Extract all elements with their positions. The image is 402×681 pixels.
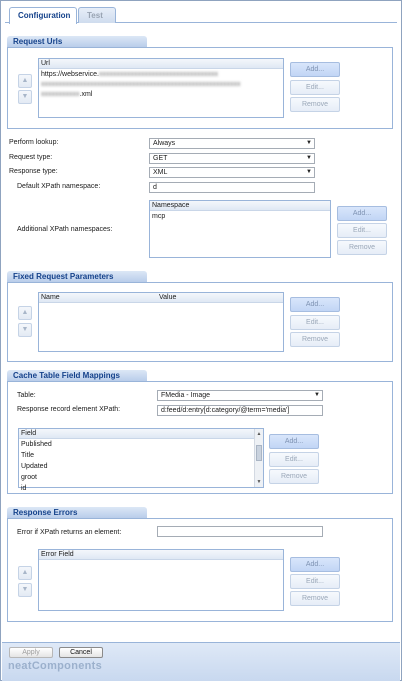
namespace-column-header: Namespace (150, 201, 330, 211)
table-select[interactable] (157, 390, 323, 401)
edit-url-button[interactable]: Edit... (290, 80, 340, 95)
remove-namespace-button[interactable]: Remove (337, 240, 387, 255)
error-xpath-label: Error if XPath returns an element: (17, 529, 122, 536)
additional-ns-label: Additional XPath namespaces: (17, 226, 113, 233)
params-column-header (39, 293, 283, 303)
scroll-thumb[interactable] (256, 445, 262, 461)
remove-error-field-button[interactable]: Remove (290, 591, 340, 606)
field-row[interactable]: Title (21, 452, 34, 459)
move-down-button[interactable]: ▼ (18, 583, 32, 597)
url-column-header: Url (39, 59, 283, 69)
error-field-list[interactable] (38, 549, 284, 611)
url-row[interactable] (41, 90, 92, 100)
table-label: Table: (17, 392, 36, 399)
fixed-params-header: Fixed Request Parameters (7, 271, 147, 282)
edit-namespace-button[interactable]: Edit... (337, 223, 387, 238)
redacted-text: xxxxxxxxxxxxxxxxxxxxxxxxxxxxxxxxxx (98, 71, 218, 78)
url-row[interactable] (41, 80, 241, 90)
response-type-value: XML (153, 169, 168, 176)
params-list[interactable] (38, 292, 284, 352)
namespace-row[interactable]: mcp (152, 213, 166, 220)
redacted-text: xxxxxxxxxxx (41, 91, 80, 98)
request-type-label: Request type: (9, 154, 53, 161)
name-column-header: Name (41, 294, 60, 301)
move-up-button[interactable]: ▲ (18, 74, 32, 88)
tab-test[interactable]: Test (78, 7, 116, 23)
table-value: FMedia - Image (161, 392, 211, 399)
field-list[interactable] (18, 428, 264, 492)
field-row[interactable]: Updated (21, 463, 48, 470)
field-list-scrollbar[interactable] (254, 429, 263, 487)
remove-url-button[interactable]: Remove (290, 97, 340, 112)
cache-mappings-header: Cache Table Field Mappings (7, 370, 147, 381)
tab-configuration[interactable]: Configuration (9, 7, 77, 24)
namespace-list[interactable] (149, 200, 331, 258)
error-field-column-header: Error Field (39, 550, 283, 560)
record-xpath-input[interactable]: d:feed/d:entry[d:category/@term='media'] (157, 405, 323, 416)
field-column-header: Field (19, 429, 254, 439)
field-row[interactable]: groot (21, 474, 37, 481)
field-row[interactable]: id (21, 485, 27, 492)
remove-field-button[interactable]: Remove (269, 469, 319, 484)
add-error-field-button[interactable]: Add... (290, 557, 340, 572)
record-xpath-label: Response record element XPath: (17, 406, 121, 413)
remove-param-button[interactable]: Remove (290, 332, 340, 347)
chevron-down-icon: ▼ (306, 169, 312, 175)
url-row[interactable] (41, 70, 218, 80)
move-down-button[interactable]: ▼ (18, 323, 32, 337)
request-type-value: GET (153, 155, 168, 162)
chevron-down-icon: ▼ (306, 140, 312, 146)
chevron-down-icon: ▼ (306, 155, 312, 161)
request-type-select[interactable] (149, 153, 315, 164)
footer-bar (2, 642, 400, 681)
perform-lookup-label: Perform lookup: (9, 139, 59, 146)
move-up-button[interactable]: ▲ (18, 566, 32, 580)
apply-button[interactable]: Apply (9, 647, 53, 658)
perform-lookup-value: Always (153, 140, 176, 147)
chevron-down-icon: ▼ (314, 392, 320, 398)
brand-logo: neatComponents (8, 660, 103, 672)
default-ns-label: Default XPath namespace: (17, 183, 101, 190)
response-type-label: Response type: (9, 168, 58, 175)
add-field-button[interactable]: Add... (269, 434, 319, 449)
add-url-button[interactable]: Add... (290, 62, 340, 77)
url-text: .xml (79, 91, 93, 98)
response-errors-header: Response Errors (7, 507, 147, 518)
request-urls-header: Request Urls (7, 36, 147, 47)
default-ns-input[interactable]: d (149, 182, 315, 193)
edit-field-button[interactable]: Edit... (269, 452, 319, 467)
edit-param-button[interactable]: Edit... (290, 315, 340, 330)
field-row[interactable]: Published (21, 441, 52, 448)
scroll-up-icon[interactable]: ▲ (256, 431, 262, 437)
url-list[interactable] (38, 58, 284, 118)
response-type-select[interactable] (149, 167, 315, 178)
error-xpath-input[interactable] (157, 526, 323, 537)
perform-lookup-select[interactable] (149, 138, 315, 149)
redacted-text: xxxxxxxxxxxxxxxxxxxxxxxxxxxxxxxxxxxxxxxxxxxxxxxxxxxxxxxxx (41, 81, 241, 88)
value-column-header: Value (159, 294, 177, 301)
move-up-button[interactable]: ▲ (18, 306, 32, 320)
cancel-button[interactable]: Cancel (59, 647, 103, 658)
add-namespace-button[interactable]: Add... (337, 206, 387, 221)
add-param-button[interactable]: Add... (290, 297, 340, 312)
move-down-button[interactable]: ▼ (18, 90, 32, 104)
tab-bar (5, 7, 397, 23)
scroll-down-icon[interactable]: ▼ (256, 479, 262, 485)
edit-error-field-button[interactable]: Edit... (290, 574, 340, 589)
url-text: https://webservice. (41, 71, 99, 78)
